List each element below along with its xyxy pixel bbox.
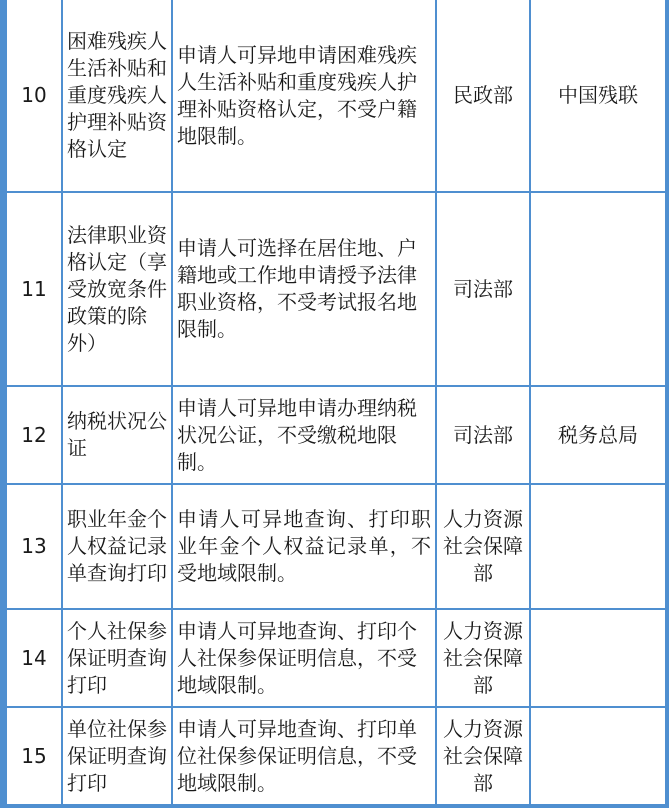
item-name: 纳税状况公证 [62,386,172,484]
item-description: 申请人可异地查询、打印单位社保参保证明信息，不受地域限制。 [172,707,436,805]
table-row [6,484,666,609]
row-number: 11 [6,192,62,386]
item-description: 申请人可异地查询、打印个人社保参保证明信息，不受地域限制。 [172,609,436,707]
item-name: 个人社保参保证明查询打印 [62,609,172,707]
co-department: 中国残联 [530,0,666,192]
co-department: 税务总局 [530,386,666,484]
table-row [6,386,666,484]
co-department [530,707,666,805]
item-name: 单位社保参保证明查询打印 [62,707,172,805]
lead-department: 人力资源社会保障部 [436,707,530,805]
row-number: 12 [6,386,62,484]
service-table [5,0,667,806]
item-name: 困难残疾人生活补贴和重度残疾人护理补贴资格认定 [62,0,172,192]
row-number: 15 [6,707,62,805]
table-row [6,707,666,805]
row-number: 13 [6,484,62,609]
table-row [6,609,666,707]
lead-department: 人力资源社会保障部 [436,609,530,707]
co-department [530,609,666,707]
table-row [6,192,666,386]
row-number: 14 [6,609,62,707]
co-department [530,192,666,386]
lead-department: 司法部 [436,192,530,386]
item-name: 职业年金个人权益记录单查询打印 [62,484,172,609]
co-department [530,484,666,609]
item-description: 申请人可异地查询、打印职业年金个人权益记录单，不受地域限制。 [172,484,436,609]
lead-department: 民政部 [436,0,530,192]
lead-department: 司法部 [436,386,530,484]
item-description: 申请人可异地申请困难残疾人生活补贴和重度残疾人护理补贴资格认定，不受户籍地限制。 [172,0,436,192]
row-number: 10 [6,0,62,192]
lead-department: 人力资源社会保障部 [436,484,530,609]
table-row [6,0,666,192]
item-name: 法律职业资格认定（享受放宽条件政策的除外） [62,192,172,386]
item-description: 申请人可异地申请办理纳税状况公证，不受缴税地限制。 [172,386,436,484]
item-description: 申请人可选择在居住地、户籍地或工作地申请授予法律职业资格，不受考试报名地限制。 [172,192,436,386]
